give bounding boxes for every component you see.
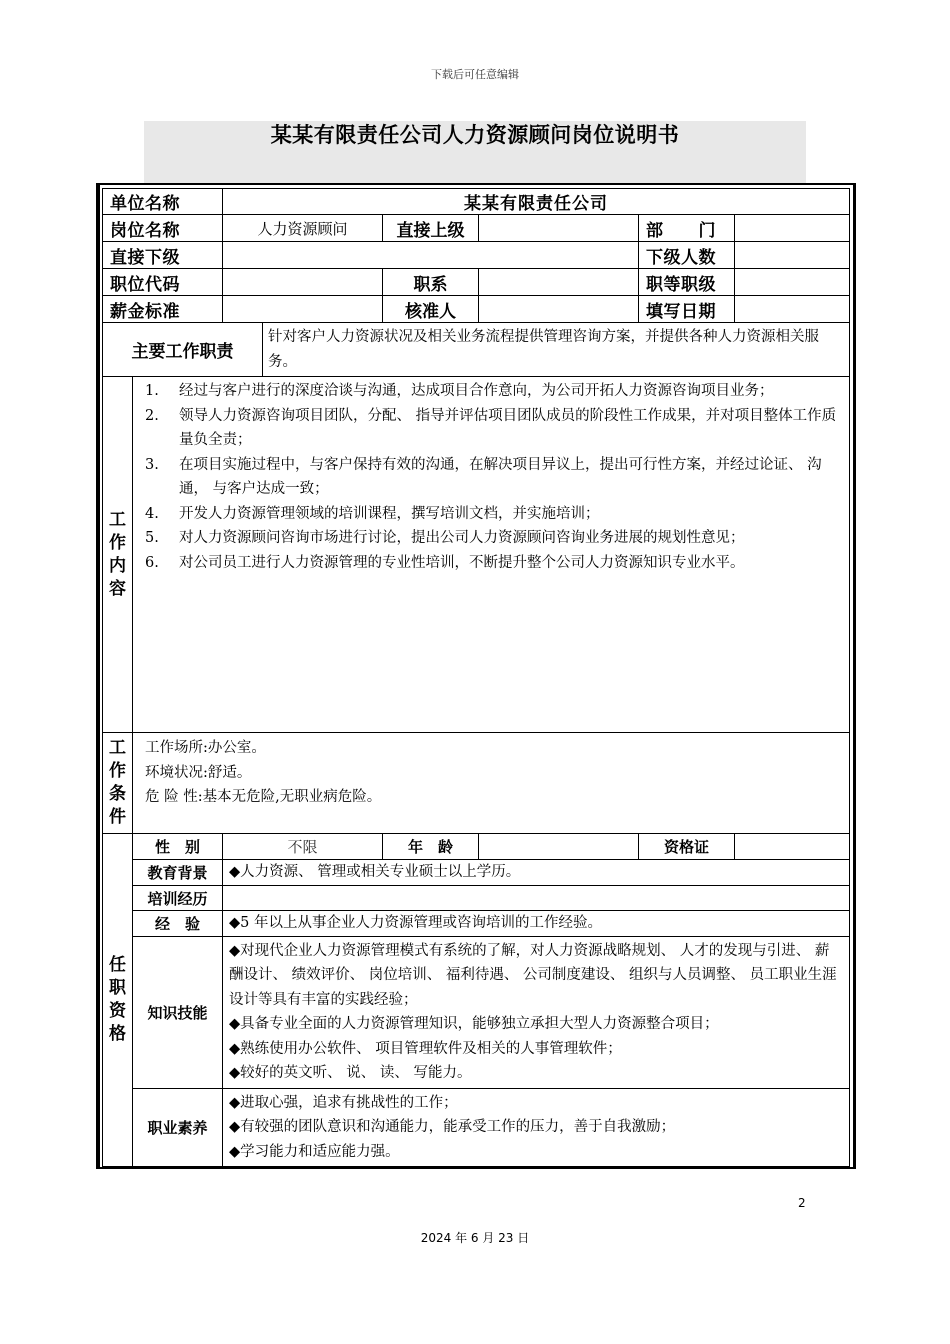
condition-item: 危 险 性:基本无危险,无职业病危险。 xyxy=(145,789,382,805)
work-conditions-char: 件 xyxy=(109,807,126,827)
row-professional-quality xyxy=(103,1088,850,1167)
work-content-char: 内 xyxy=(109,555,126,576)
position-name-label: 岗位名称 xyxy=(103,215,223,242)
education-value: ◆人力资源、 管理或相关专业硕士以上学历。 xyxy=(223,860,850,886)
age-label: 年 龄 xyxy=(383,834,479,860)
document-title: 某某有限责任公司人力资源顾问岗位说明书 xyxy=(270,123,680,147)
professional-quality-list xyxy=(223,1088,850,1167)
qualifications-char: 资 xyxy=(109,1001,126,1021)
education-label: 教育背景 xyxy=(133,860,223,886)
qualifications-char: 职 xyxy=(109,978,126,998)
certificate-value xyxy=(735,834,850,860)
row-work-conditions xyxy=(103,733,850,834)
row-work-content xyxy=(103,377,850,733)
main-duties-label: 主要工作职责 xyxy=(103,323,263,377)
salary-standard-value xyxy=(223,296,383,323)
subordinate-count-label: 下级人数 xyxy=(639,242,735,269)
training-label: 培训经历 xyxy=(133,886,223,911)
work-conditions-char: 作 xyxy=(109,761,126,781)
list-item: ◆有较强的团队意识和沟通能力，能承受工作的压力，善于自我激励； xyxy=(229,1119,676,1135)
work-conditions-char: 工 xyxy=(109,738,126,758)
row-training xyxy=(103,886,850,911)
row-salary xyxy=(103,296,850,323)
qualifications-label xyxy=(103,834,133,1167)
professional-quality-label: 职业素养 xyxy=(133,1088,223,1167)
direct-superior-value xyxy=(479,215,639,242)
row-unit-name xyxy=(103,189,850,215)
age-value xyxy=(479,834,639,860)
work-conditions-list xyxy=(133,733,850,834)
direct-subordinate-label: 直接下级 xyxy=(103,242,223,269)
position-code-value xyxy=(223,269,383,296)
row-gender-age xyxy=(103,834,850,860)
list-item: 6. 对公司员工进行人力资源管理的专业性培训，不断提升整个公司人力资源知识专业水平。 xyxy=(145,554,745,571)
job-family-value xyxy=(479,269,639,296)
main-duties-value: 针对客户人力资源状况及相关业务流程提供管理咨询方案，并提供各种人力资源相关服务。 xyxy=(263,323,850,377)
fill-date-value xyxy=(735,296,850,323)
approver-value xyxy=(479,296,639,323)
row-position-code xyxy=(103,269,850,296)
header-note: 下载后可任意编辑 xyxy=(431,68,519,81)
salary-standard-label: 薪金标准 xyxy=(103,296,223,323)
list-item: 2. 领导人力资源咨询项目团队，分配、 指导并评估项目团队成员的阶段性工作成果，并对项目整体工作质量负全责； xyxy=(145,407,837,448)
list-item: ◆较好的英文听、 说、 读、 写能力。 xyxy=(229,1065,472,1081)
list-item: ◆具备专业全面的人力资源管理知识，能够独立承担大型人力资源整合项目； xyxy=(229,1016,719,1032)
gender-value: 不限 xyxy=(223,834,383,860)
row-position xyxy=(103,215,850,242)
list-item: ◆进取心强，追求有挑战性的工作； xyxy=(229,1094,458,1111)
list-item: ◆学习能力和适应能力强。 xyxy=(229,1143,400,1160)
experience-value: ◆5 年以上从事企业人力资源管理或咨询培训的工作经验。 xyxy=(223,911,850,937)
list-item: ◆对现代企业人力资源管理模式有系统的了解，对人力资源战略规划、 人才的发现与引进、 薪酬设计、 绩效评价、 岗位培训、 福利待遇、 公司制度建设、 组织与人员调整、 员工职业生涯设计等具有丰富的实践经验； xyxy=(229,942,837,1008)
work-content-list xyxy=(133,377,850,733)
footer-date: 2024 年 6 月 23 日 xyxy=(420,1231,530,1245)
work-content-label xyxy=(103,377,133,733)
position-code-label: 职位代码 xyxy=(103,269,223,296)
gender-label: 性 别 xyxy=(133,834,223,860)
condition-item: 环境状况:舒适。 xyxy=(145,764,252,781)
department-value xyxy=(735,215,850,242)
training-value xyxy=(223,886,850,911)
job-family-label: 职系 xyxy=(383,269,479,296)
subordinate-count-value xyxy=(735,242,850,269)
work-content-char: 容 xyxy=(109,578,126,599)
certificate-label: 资格证 xyxy=(639,834,735,860)
position-name-value: 人力资源顾问 xyxy=(223,215,383,242)
list-item: 1. 经过与客户进行的深度洽谈与沟通，达成项目合作意向，为公司开拓人力资源咨询项目业务； xyxy=(145,383,774,399)
fill-date-label: 填写日期 xyxy=(639,296,735,323)
work-conditions-label xyxy=(103,733,133,834)
row-education xyxy=(103,860,850,886)
experience-label: 经 验 xyxy=(133,911,223,937)
list-item: ◆熟练使用办公软件、 项目管理软件及相关的人事管理软件； xyxy=(229,1040,622,1057)
direct-superior-label: 直接上级 xyxy=(383,215,479,242)
page-number: 2 xyxy=(798,1196,806,1210)
row-subordinate xyxy=(103,242,850,269)
department-label: 部 门 xyxy=(639,215,735,242)
list-item: 5. 对人力资源顾问咨询市场进行讨论，提出公司人力资源顾问咨询业务进展的规划性意见； xyxy=(145,530,745,546)
work-content-char: 作 xyxy=(109,532,126,553)
condition-item: 工作场所:办公室。 xyxy=(145,740,266,756)
grade-level-value xyxy=(735,269,850,296)
qualifications-char: 任 xyxy=(109,955,126,975)
approver-label: 核准人 xyxy=(383,296,479,323)
job-description-table xyxy=(102,188,849,1167)
knowledge-skills-list xyxy=(223,936,850,1088)
unit-name-label: 单位名称 xyxy=(103,189,223,215)
grade-level-label: 职等职级 xyxy=(639,269,735,296)
row-experience xyxy=(103,911,850,937)
unit-name-value: 某某有限责任公司 xyxy=(223,189,850,215)
list-item: 3. 在项目实施过程中，与客户保持有效的沟通，在解决项目异议上，提出可行性方案，并经过论证、 沟通， 与客户达成一致； xyxy=(145,456,822,497)
work-conditions-char: 条 xyxy=(109,784,126,804)
row-main-duties xyxy=(103,323,850,377)
row-knowledge-skills xyxy=(103,936,850,1088)
knowledge-skills-label: 知识技能 xyxy=(133,936,223,1088)
work-content-char: 工 xyxy=(109,509,126,530)
direct-subordinate-value xyxy=(223,242,639,269)
list-item: 4. 开发人力资源管理领域的培训课程，撰写培训文档，并实施培训； xyxy=(145,505,600,522)
qualifications-char: 格 xyxy=(109,1024,126,1044)
